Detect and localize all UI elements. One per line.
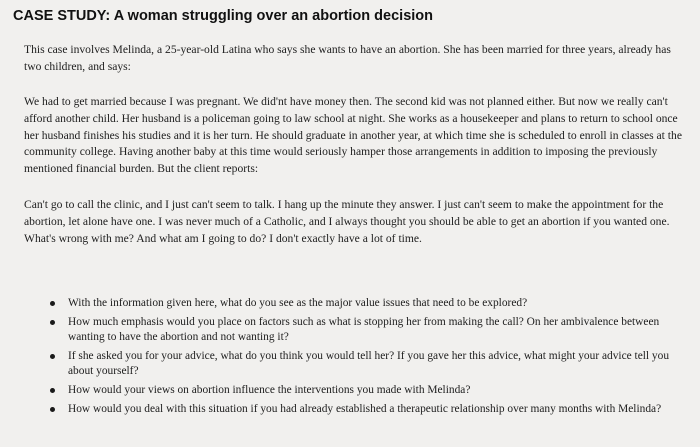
question-text: If she asked you for your advice, what do you think you would tell her? If you gave her this advice, what might your advice tell you about yourself? xyxy=(68,349,670,377)
question-text: How would your views on abortion influence the interventions you made with Melinda? xyxy=(68,383,471,396)
discussion-questions-list xyxy=(44,296,674,420)
client-report-paragraph: Can't go to call the clinic, and I just can't seem to talk. I hang up the minute they answer. I just can't seem to make the appointment for the abortion, let alone have one. I was never much of a Catholic, and I always thought you should be able to get an abortion if you wanted one. What's wrong with me? And what am I going to do? I don't exactly have a lot of time. xyxy=(24,198,670,245)
question-item xyxy=(44,383,674,398)
question-item xyxy=(44,349,674,379)
question-item xyxy=(44,296,674,311)
bullet-icon xyxy=(50,354,55,359)
question-text: How would you deal with this situation if you had already established a therapeutic relationship over many months with Melinda? xyxy=(68,402,662,415)
bullet-icon xyxy=(50,407,55,412)
question-text: How much emphasis would you place on factors such as what is stopping her from making the call? On her ambivalence between wanting to have the abortion and not wanting it? xyxy=(68,315,660,343)
question-item xyxy=(44,315,674,345)
question-text: With the information given here, what do you see as the major value issues that need to be explored? xyxy=(68,297,528,309)
bullet-icon xyxy=(50,301,55,306)
intro-paragraph: This case involves Melinda, a 25-year-old Latina who says she wants to have an abortion. She has been married for three years, already has two children, and says: xyxy=(24,43,671,73)
question-item xyxy=(44,402,674,417)
bullet-icon xyxy=(50,320,55,325)
bullet-icon xyxy=(50,388,55,393)
case-study-title: CASE STUDY: A woman struggling over an abortion decision xyxy=(13,8,433,24)
statement-paragraph: We had to get married because I was pregnant. We did'nt have money then. The second kid was not planned either. But now we really can't afford another child. Her husband is a policeman going to law school at night. She works as a housekeeper and plans to return to school once her husband finishes his studies and it is her turn. He should graduate in another year, at which time she is scheduled to enroll in classes at the community college. Having another baby at this time would seriously hamper those arrangements in addition to imposing the previously mentioned financial burden. But the client reports: xyxy=(24,95,682,176)
